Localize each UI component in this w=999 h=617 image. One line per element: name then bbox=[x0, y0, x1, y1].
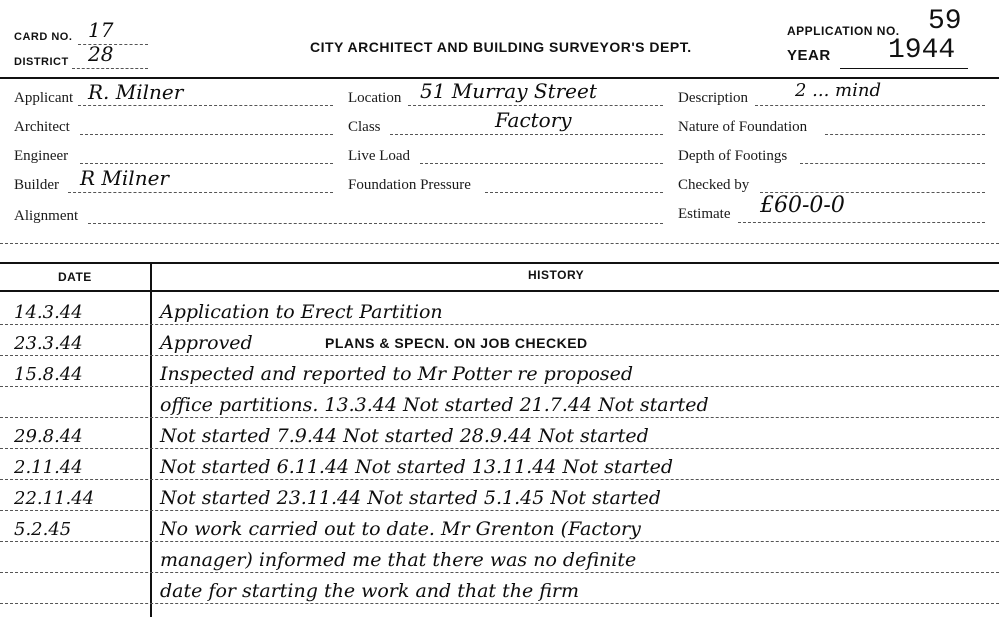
history-row-rule bbox=[0, 603, 999, 604]
builder-label: Builder bbox=[14, 177, 59, 193]
live-load-label: Live Load bbox=[348, 148, 411, 164]
location-value: 51 Murray Street bbox=[420, 79, 597, 103]
history-date: 15.8.44 bbox=[14, 364, 83, 385]
date-column-divider bbox=[150, 264, 152, 617]
department-title: CITY ARCHITECT AND BUILDING SURVEYOR'S DEPT. bbox=[310, 39, 692, 55]
district-value: 28 bbox=[88, 42, 114, 66]
estimate-value: £60-0-0 bbox=[760, 193, 845, 218]
history-row-rule bbox=[0, 510, 999, 511]
history-row-rule bbox=[0, 572, 999, 573]
description-value: 2 ... mind bbox=[795, 80, 882, 101]
estimate-label: Estimate bbox=[678, 206, 731, 222]
class-value: Factory bbox=[495, 108, 572, 132]
architect-label: Architect bbox=[14, 119, 70, 135]
description-label: Description bbox=[678, 90, 748, 106]
card-no-value: 17 bbox=[88, 18, 114, 42]
history-row-rule bbox=[0, 479, 999, 480]
year-value: 1944 bbox=[888, 35, 956, 66]
application-no-label: APPLICATION NO. bbox=[787, 24, 900, 38]
history-entry: office partitions. 13.3.44 Not started 21.7.44 Not started bbox=[160, 394, 709, 416]
history-entry: Not started 23.11.44 Not started 5.1.45 Not started bbox=[160, 487, 661, 509]
alignment-label: Alignment bbox=[14, 208, 79, 224]
applicant-label: Applicant bbox=[14, 90, 74, 106]
history-row-rule bbox=[0, 324, 999, 325]
nature-of-foundation-label: Nature of Foundation bbox=[678, 119, 808, 135]
depth-of-footings-label: Depth of Footings bbox=[678, 148, 788, 164]
history-entry: Inspected and reported to Mr Potter re proposed bbox=[160, 363, 634, 385]
history-entry: date for starting the work and that the firm bbox=[160, 580, 580, 602]
location-label: Location bbox=[348, 90, 402, 106]
application-no-value: 59 bbox=[928, 6, 962, 37]
history-row-rule bbox=[0, 386, 999, 387]
history-entry: Not started 6.11.44 Not started 13.11.44 Not started bbox=[160, 456, 674, 478]
checked-by-label: Checked by bbox=[678, 177, 750, 193]
history-date: 22.11.44 bbox=[14, 488, 95, 509]
history-row-rule bbox=[0, 355, 999, 356]
builder-value: R Milner bbox=[80, 166, 169, 190]
plans-checked-stamp: PLANS & SPECN. ON JOB CHECKED bbox=[325, 335, 588, 351]
date-column-header: DATE bbox=[58, 270, 92, 284]
history-row-rule bbox=[0, 417, 999, 418]
class-label: Class bbox=[348, 119, 381, 135]
history-date: 14.3.44 bbox=[14, 302, 83, 323]
history-date: 2.11.44 bbox=[14, 457, 83, 478]
card-no-label: CARD NO. bbox=[14, 31, 73, 43]
history-date: 5.2.45 bbox=[14, 519, 72, 540]
history-date: 29.8.44 bbox=[14, 426, 83, 447]
history-row-rule bbox=[0, 448, 999, 449]
history-entry: manager) informed me that there was no definite bbox=[160, 549, 637, 571]
history-entry: Application to Erect Partition bbox=[160, 301, 443, 323]
history-entry: Approved bbox=[160, 332, 253, 354]
history-entry: No work carried out to date. Mr Grenton (Factory bbox=[160, 518, 641, 540]
year-label: YEAR bbox=[787, 47, 831, 64]
history-entry: Not started 7.9.44 Not started 28.9.44 Not started bbox=[160, 425, 649, 447]
history-column-header: HISTORY bbox=[528, 268, 585, 282]
history-date: 23.3.44 bbox=[14, 333, 83, 354]
engineer-label: Engineer bbox=[14, 148, 69, 164]
applicant-value: R. Milner bbox=[88, 80, 184, 104]
district-label: DISTRICT bbox=[14, 56, 69, 68]
history-row-rule bbox=[0, 541, 999, 542]
foundation-pressure-label: Foundation Pressure bbox=[348, 177, 471, 193]
